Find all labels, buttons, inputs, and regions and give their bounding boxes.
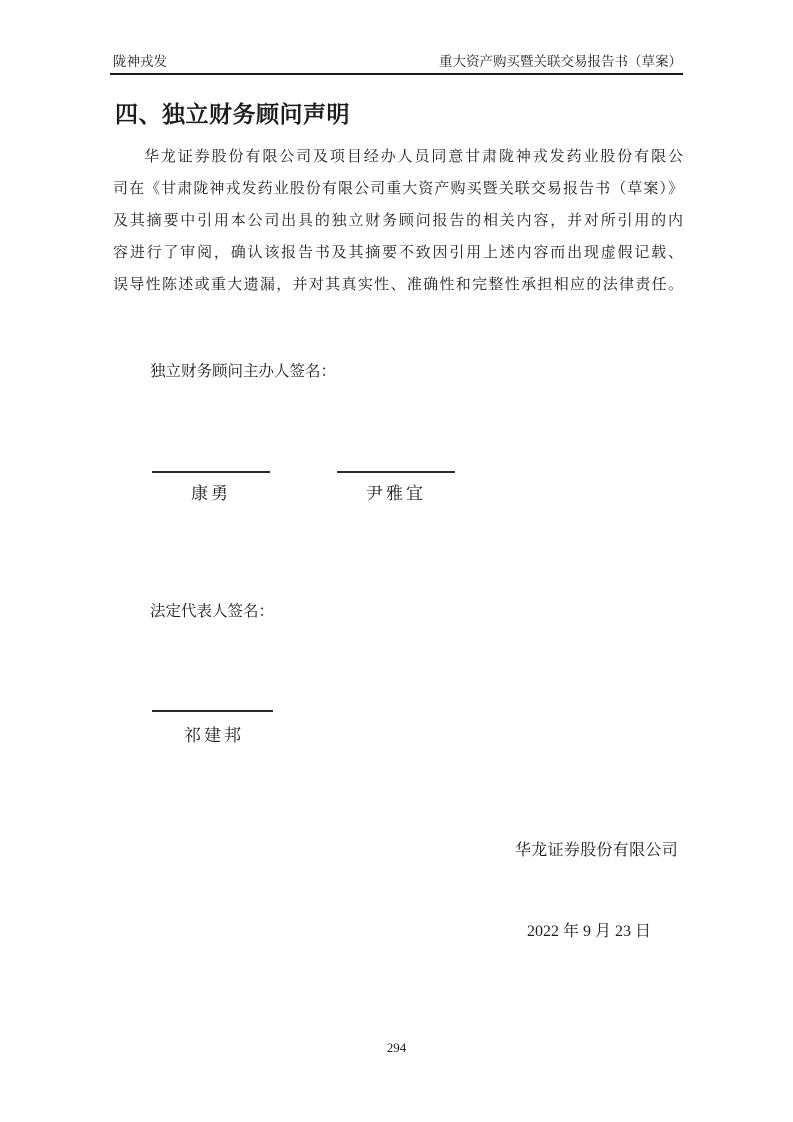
signature-line bbox=[152, 710, 273, 712]
paragraph-line: 容进行了审阅，确认该报告书及其摘要不致因引用上述内容而出现虚假记载、 bbox=[113, 245, 683, 261]
company-name: 华龙证券股份有限公司 bbox=[515, 842, 679, 859]
signature-date: 2022 年 9 月 23 日 bbox=[527, 923, 652, 940]
page-number: 294 bbox=[386, 1040, 407, 1055]
running-header-left: 陇神戎发 bbox=[113, 54, 167, 69]
sponsor-signatory-name: 康勇 bbox=[191, 484, 231, 503]
signature-line bbox=[152, 471, 270, 473]
sponsor-signature-label: 独立财务顾问主办人签名： bbox=[150, 363, 337, 380]
paragraph-line: 司在《甘肃陇神戎发药业股份有限公司重大资产购买暨关联交易报告书（草案）》 bbox=[113, 181, 683, 197]
header-rule bbox=[110, 73, 683, 75]
statement-paragraph bbox=[113, 141, 683, 301]
paragraph-line: 误导性陈述或重大遗漏，并对其真实性、准确性和完整性承担相应的法律责任。 bbox=[113, 277, 683, 293]
paragraph-line: 华龙证券股份有限公司及项目经办人员同意甘肃陇神戎发药业股份有限公 bbox=[144, 149, 683, 165]
signature-line bbox=[337, 471, 455, 473]
running-header-right: 重大资产购买暨关联交易报告书（草案） bbox=[439, 54, 682, 69]
legal-rep-signatory-name: 祁建邦 bbox=[184, 726, 244, 745]
sponsor-signatory-name: 尹雅宜 bbox=[366, 484, 426, 503]
paragraph-line: 及其摘要中引用本公司出具的独立财务顾问报告的相关内容，并对所引用的内 bbox=[113, 213, 683, 229]
legal-rep-signature-label: 法定代表人签名： bbox=[150, 603, 275, 620]
section-title: 四、独立财务顾问声明 bbox=[115, 101, 350, 127]
